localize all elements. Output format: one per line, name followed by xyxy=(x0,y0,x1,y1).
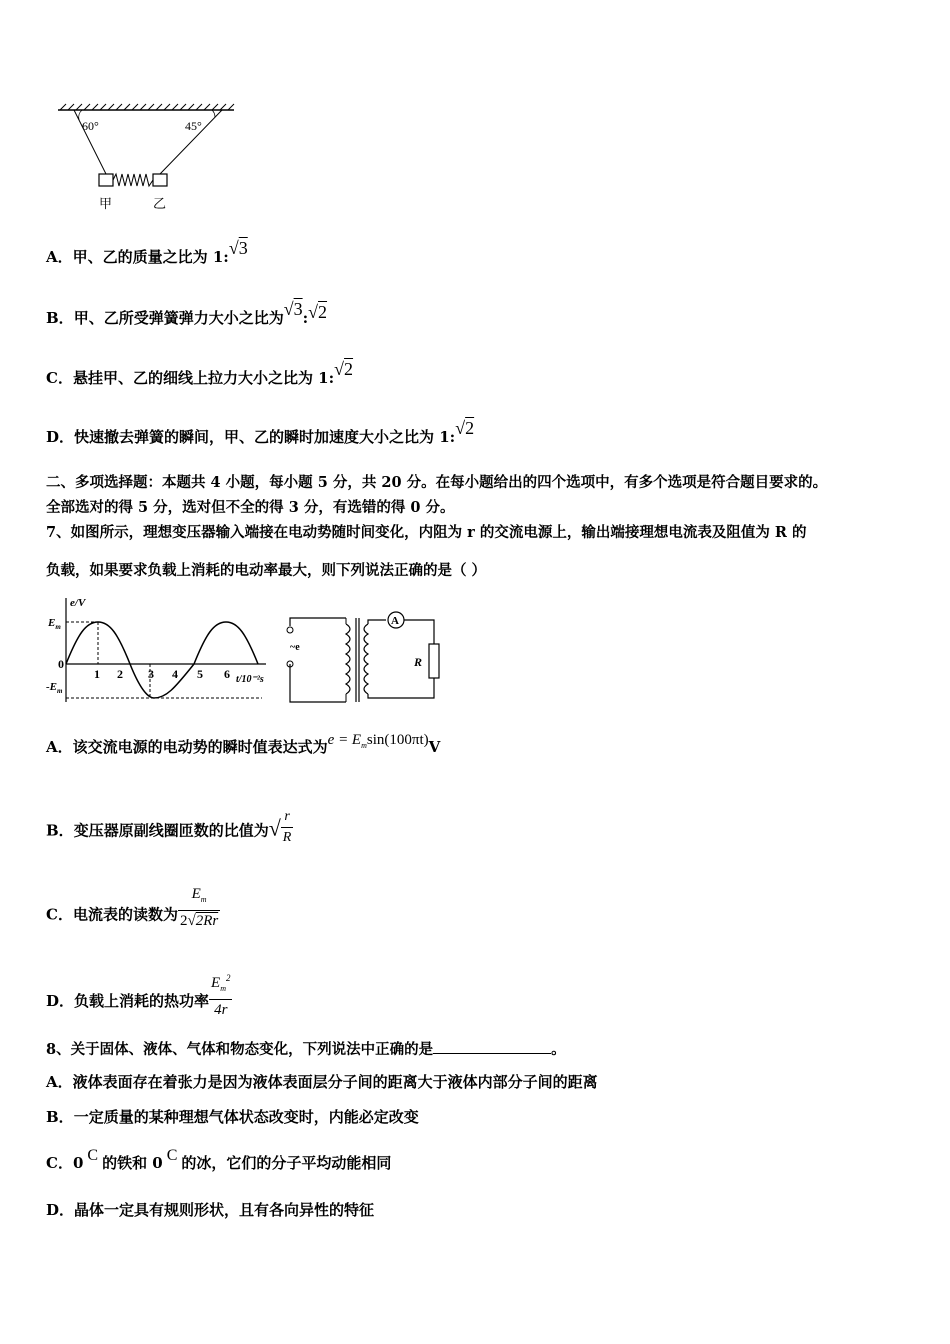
graph-em-label: $E_m$ xyxy=(48,617,61,631)
graph-origin: 0 xyxy=(58,657,64,671)
tick-6: 6 xyxy=(224,667,230,681)
tick-1: 1 xyxy=(94,667,100,681)
q8-option-d: D．晶体一定具有规则形状，且有各向异性的特征 xyxy=(46,1201,375,1219)
answer-blank xyxy=(433,1039,551,1054)
graph-xlabel: t/10⁻²s xyxy=(236,674,264,685)
graph-neg-em-label: $-E_m$ xyxy=(46,681,63,695)
ammeter-label: A xyxy=(391,615,399,627)
graph-ylabel: e/V xyxy=(70,597,86,609)
angle-45-label: 45° xyxy=(185,119,202,133)
tick-4: 4 xyxy=(172,667,178,681)
label-jia: 甲 xyxy=(99,197,113,212)
q7-stem-line2: 负载，如果要求负载上消耗的电动率最大，则下列说法正确的是（ ） xyxy=(46,562,487,579)
tick-5: 5 xyxy=(197,667,203,681)
q8-option-a: A．液体表面存在着张力是因为液体表面层分子间的距离大于液体内部分子间的距离 xyxy=(46,1073,598,1091)
angle-60-label: 60° xyxy=(82,119,99,133)
q7-option-c: C．电流表的读数为 $\frac{E_m}{2√2Rr}$ xyxy=(46,886,219,929)
figure-ac-transformer xyxy=(46,594,446,706)
q8-option-c: C．0 C 的铁和 0 C 的冰，它们的分子平均动能相同 xyxy=(46,1147,392,1172)
q8-stem: 8、关于固体、液体、气体和物态变化，下列说法中正确的是 。 xyxy=(46,1041,566,1058)
resistor-label: R xyxy=(414,655,423,669)
q7-option-b: B．变压器原副线圈匝数的比值为√ $\frac{r}{R}$ xyxy=(46,809,292,845)
figure-hanging-blocks xyxy=(52,102,242,214)
source-label: ~e xyxy=(290,642,300,653)
q6-option-d: D．快速撤去弹簧的瞬间，甲、乙的瞬时加速度大小之比为 1:√2 xyxy=(46,418,475,446)
q8-option-b: B．一定质量的某种理想气体状态改变时，内能必定改变 xyxy=(46,1108,419,1126)
q6-option-a: A．甲、乙的质量之比为 1:√3 xyxy=(46,238,248,266)
q7-stem-line1: 7、如图所示，理想变压器输入端接在电动势随时间变化，内阻为 r 的交流电源上，输出端接理想电流表及阻值为 R 的 xyxy=(46,524,807,541)
tick-3: 3 xyxy=(148,667,154,681)
q7-option-a: A．该交流电源的电动势的瞬时值表达式为$e = E_m\sin(100\pi t)V$ xyxy=(46,732,441,756)
q6-option-c: C．悬挂甲、乙的细线上拉力大小之比为 1:√2 xyxy=(46,359,354,387)
tick-2: 2 xyxy=(117,667,123,681)
q7-option-d: D．负载上消耗的热功率 $\frac{E_m^2}{4r}$ xyxy=(46,976,232,1028)
q6-option-b: B．甲、乙所受弹簧弹力大小之比为√3:√2 xyxy=(46,299,328,327)
section2-line2: 全部选对的得 5 分，选对但不全的得 3 分，有选错的得 0 分。 xyxy=(46,499,455,516)
label-yi: 乙 xyxy=(153,197,167,212)
section2-line1: 二、多项选择题：本题共 4 小题，每小题 5 分，共 20 分。在每小题给出的四个选项中，有多个选项是符合题目要求的。 xyxy=(46,474,828,491)
